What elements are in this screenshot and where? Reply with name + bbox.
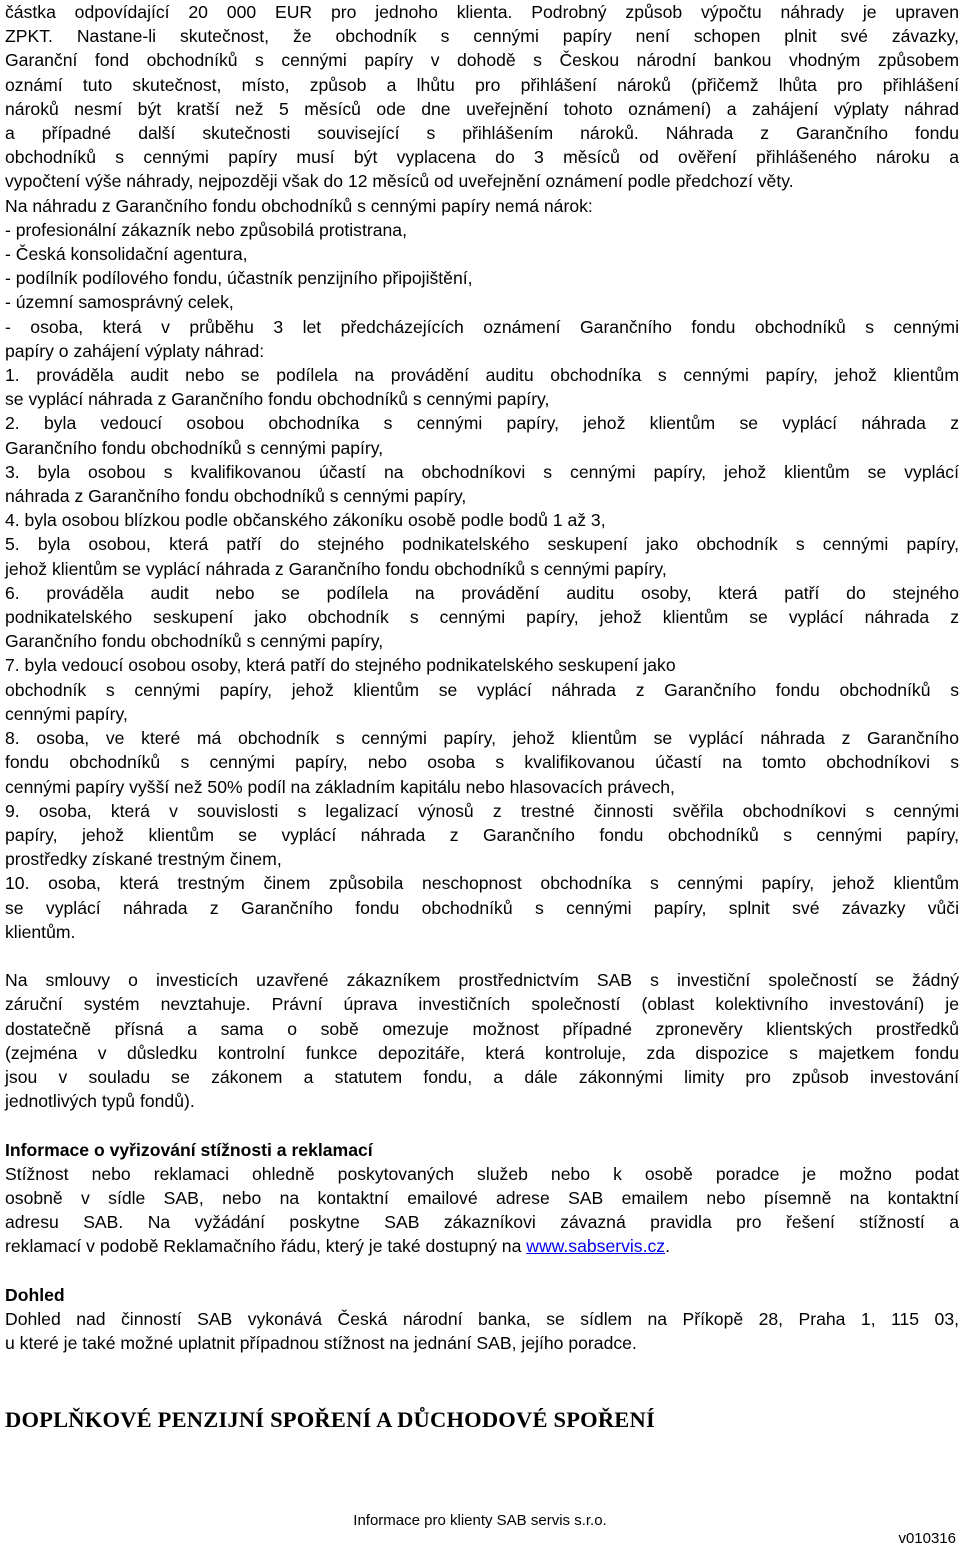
numbered-item-line: cennými papíry vyšší než 50% podíl na základním kapitálu nebo hlasovacích právech, [5, 776, 675, 797]
paragraph-line: Garanční fond obchodníků s cennými papíry v dohodě s Českou národní bankou vhodným způsobem [5, 50, 959, 71]
numbered-item-line: jehož klientům se vyplácí náhrada z Garančního fondu obchodníků s cennými papíry, [5, 558, 667, 579]
numbered-item-line: Garančního fondu obchodníků s cennými papíry, [5, 437, 384, 458]
numbered-list [5, 363, 959, 944]
paragraph-line: částka odpovídající 20 000 EUR pro jednoho klienta. Podrobný způsob výpočtu náhrady je upraven [5, 2, 959, 22]
paragraph-line: vypočtení výše náhrady, nejpozději však do 12 měsíců od uveřejnění oznámení podle předchozí věty. [5, 171, 794, 192]
numbered-item-line: 3. byla osobou s kvalifikovanou účastí na obchodníkovi s cennými papíry, jehož klientům se vyplácí [5, 461, 959, 482]
paragraph-line: nároků nesmí být kratší než 5 měsíců ode dne uveřejnění tohoto oznámení) a zahájení výplaty náhrad [5, 98, 959, 119]
numbered-item-line: 1. prováděla audit nebo se podílela na provádění auditu obchodníka s cennými papíry, jehož klientům [5, 365, 959, 386]
exclusion-item: - Česká konsolidační agentura, [5, 244, 248, 265]
numbered-item-line: cennými papíry, [5, 703, 128, 724]
paragraph-line: Dohled nad činností SAB vykonává Česká národní banka, se sídlem na Příkopě 28, Praha 1, 115 03, [5, 1308, 959, 1329]
complaints-section [5, 1138, 959, 1259]
numbered-item-line: 4. byla osobou blízkou podle občanského zákoníku osobě podle bodů 1 až 3, [5, 510, 606, 531]
numbered-item-line: papíry, jehož klientům se vyplácí náhrada z Garančního fondu obchodníků s cennými papíry, [5, 824, 959, 845]
numbered-item-line: klientům. [5, 921, 76, 942]
numbered-item-line: 10. osoba, která trestným činem způsobila neschopnost obchodníka s cennými papíry, jehož klientům [5, 873, 959, 894]
complaints-text-segment: reklamací v podobě Reklamačního řádu, který je také dostupný na [5, 1236, 527, 1257]
numbered-item-line: podnikatelského seskupení jako obchodník s cennými papíry, jehož klientům se vyplácí náhrada z [5, 607, 959, 628]
paragraph-line: ZPKT. Nastane-li skutečnost, že obchodník s cennými papíry není schopen plnit své závazky, [5, 26, 959, 47]
numbered-item-line: fondu obchodníků s cennými papíry, nebo osoba s kvalifikovanou účastí na tomto obchodníkovi s [5, 752, 959, 773]
numbered-item-line: obchodník s cennými papíry, jehož klientům se vyplácí náhrada z Garančního fondu obchodníků s [5, 679, 959, 700]
numbered-item-line: 2. byla vedoucí osobou obchodníka s cennými papíry, jehož klientům se vyplácí náhrada z [5, 413, 959, 434]
section-title: DOPLŇKOVÉ PENZIJNÍ SPOŘENÍ A DŮCHODOVÉ SPOŘENÍ [5, 1407, 655, 1432]
paragraph-line: jsou v souladu se zákonem a statutem fondu, a dále zákonnými limity pro způsob investování [5, 1066, 959, 1087]
numbered-item-line: 9. osoba, která v souvislosti s legalizací výnosů z trestné činnosti svěřila obchodníkovi s cennými [5, 800, 959, 821]
paragraph-line: Stížnost nebo reklamaci ohledně poskytovaných služeb nebo k osobě poradce je možno podat [5, 1163, 959, 1184]
supervision-text [5, 1307, 959, 1355]
complaints-text [5, 1162, 959, 1235]
paragraph-line: oznámí tuto skutečnost, místo, způsob a lhůtu pro přihlášení nároků (přičemž lhůta pro přihlášení [5, 74, 959, 95]
footer-text: Informace pro klienty SAB servis s.r.o. [353, 1512, 607, 1529]
paragraph-line: obchodníků s cennými papíry musí být vyplacena do 3 měsíců od ověření přihlášeného nároku a [5, 147, 959, 168]
complaints-heading: Informace o vyřizování stížnosti a reklamací [5, 1139, 373, 1160]
paragraph-line: jednotlivých typů fondů). [5, 1091, 195, 1112]
paragraph-line: a případné další skutečnosti související s přihlášením nároků. Náhrada z Garančního fondu [5, 123, 959, 144]
numbered-item-line: náhrada z Garančního fondu obchodníků s cennými papíry, [5, 486, 467, 507]
exclusion-item: papíry o zahájení výplaty náhrad: [5, 340, 265, 361]
exclusion-item: - podílník podílového fondu, účastník penzijního připojištění, [5, 268, 473, 289]
footer-version: v010316 [898, 1530, 956, 1547]
paragraph-line: u které je také možné uplatnit případnou stížnost na jednání SAB, jejího poradce. [5, 1333, 637, 1354]
sabservis-link[interactable]: www.sabservis.cz [526, 1236, 666, 1257]
paragraph-line: osobně v sídle SAB, nebo na kontaktní emailové adrese SAB emailem nebo písemně na kontaktní [5, 1187, 959, 1208]
numbered-item-line: 6. prováděla audit nebo se podílela na provádění auditu osoby, která patří do stejného [5, 582, 959, 603]
paragraph-line: (zejména v důsledku kontrolní funkce depozitáře, která kontroluje, zda dispozice s majetkem fondu [5, 1042, 959, 1063]
document-body [5, 0, 959, 1355]
numbered-item-line: 5. byla osobou, která patří do stejného podnikatelského seskupení jako obchodník s cennými papíry, [5, 534, 959, 555]
supervision-heading: Dohled [5, 1284, 65, 1305]
numbered-item-line: 8. osoba, ve které má obchodník s cennými papíry, jehož klientům se vyplácí náhrada z Garančního [5, 728, 959, 749]
exclusions-intro: Na náhradu z Garančního fondu obchodníků s cennými papíry nemá nárok: [5, 195, 593, 216]
numbered-item-line: 7. byla vedoucí osobou osoby, která patří do stejného podnikatelského seskupení jako [5, 655, 676, 676]
complaints-last-line [5, 1234, 959, 1258]
exclusions-list [5, 218, 959, 315]
complaints-text-segment: . [665, 1236, 670, 1257]
paragraph-line: dostatečně přísná a sama o sobě omezuje možnost případné zpronevěry klientských prostředků [5, 1018, 959, 1039]
numbered-item-line: se vyplácí náhrada z Garančního fondu obchodníků s cennými papíry, [5, 389, 550, 410]
supervision-section [5, 1283, 959, 1356]
exclusion-item: - osoba, která v průběhu 3 let předcházejících oznámení Garančního fondu obchodníků s cennými [5, 316, 959, 337]
numbered-item-line: se vyplácí náhrada z Garančního fondu obchodníků s cennými papíry, splnit své závazky vůči [5, 897, 959, 918]
numbered-item-line: Garančního fondu obchodníků s cennými papíry, [5, 631, 384, 652]
numbered-item-line: prostředky získané trestným činem, [5, 849, 282, 870]
paragraph-line: záruční systém nevztahuje. Právní úprava investičních společností (oblast kolektivního investování) je [5, 994, 959, 1015]
exclusion-item: - územní samosprávný celek, [5, 292, 234, 313]
paragraph-line: adresu SAB. Na vyžádání poskytne SAB zákazníkovi závazná pravidla pro řešení stížností a [5, 1212, 959, 1233]
investment-paragraph [5, 968, 959, 1113]
exclusions-section [5, 194, 959, 944]
top-paragraph [5, 0, 959, 194]
paragraph-line: Na smlouvy o investicích uzavřené zákazníkem prostřednictvím SAB s investiční společností se žádný [5, 970, 959, 991]
exclusion-item: - profesionální zákazník nebo způsobilá protistrana, [5, 219, 407, 240]
